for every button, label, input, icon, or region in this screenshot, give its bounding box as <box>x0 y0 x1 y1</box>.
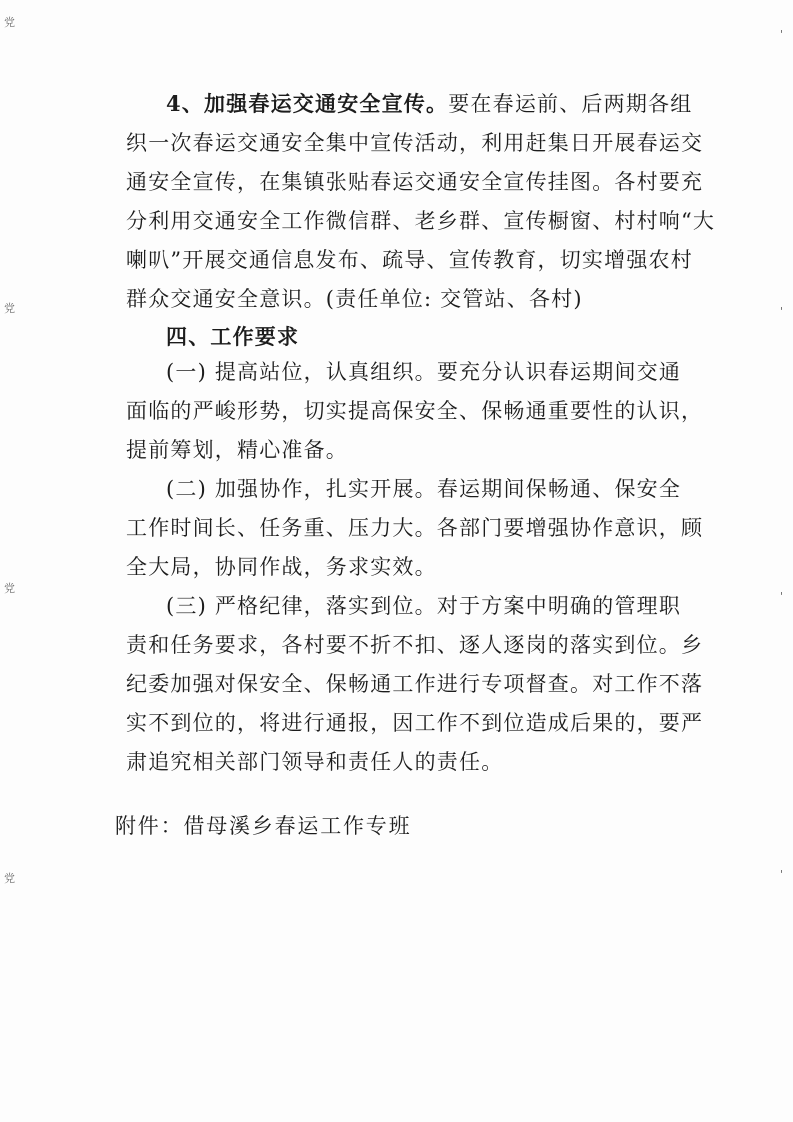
binding-mark: ' <box>780 868 784 881</box>
paragraph-line: 织一次春运交通安全集中宣传活动，利用赶集日开展春运交 <box>126 131 704 155</box>
binding-mark: 党 <box>4 16 15 29</box>
paragraph-line: 纪委加强对保安全、保畅通工作进行专项督查。对工作不落 <box>126 672 704 696</box>
paragraph-line: (三) 严格纪律，落实到位。对于方案中明确的管理职 <box>166 594 682 618</box>
paragraph-line: 分利用交通安全工作微信群、老乡群、宣传橱窗、村村响“大 <box>126 209 716 233</box>
binding-mark: ' <box>780 305 784 318</box>
item-heading: 4、加强春运交通安全宣传。 <box>166 91 449 116</box>
paragraph-line: 责和任务要求，各村要不折不扣、逐人逐岗的落实到位。乡 <box>126 633 704 657</box>
paragraph-line: 工作时间长、任务重、压力大。各部门要增强协作意识，顾 <box>126 516 704 540</box>
paragraph-line: 4、加强春运交通安全宣传。要在春运前、后两期各组 <box>166 91 693 116</box>
binding-mark: 党 <box>4 582 15 595</box>
paragraph-line: 实不到位的，将进行通报，因工作不到位造成后果的，要严 <box>126 711 704 735</box>
paragraph-line: (二) 加强协作，扎实开展。春运期间保畅通、保安全 <box>166 477 682 501</box>
paragraph-line: 提前筹划，精心准备。 <box>126 438 348 462</box>
paragraph-line: 通安全宣传，在集镇张贴春运交通安全宣传挂图。各村要充 <box>126 170 704 194</box>
paragraph-line: 面临的严峻形势，切实提高保安全、保畅通重要性的认识， <box>126 399 704 423</box>
paragraph-line: 群众交通安全意识。(责任单位: 交管站、各村) <box>126 287 583 311</box>
binding-mark: 党 <box>4 302 15 315</box>
binding-mark: ' <box>780 590 784 603</box>
section-heading: 四、工作要求 <box>166 324 300 349</box>
paragraph-line: 全大局，协同作战，务求实效。 <box>126 555 437 579</box>
attachment-line: 附件：借母溪乡春运工作专班 <box>115 814 412 838</box>
binding-mark: 党 <box>4 872 15 885</box>
binding-mark: ' <box>780 28 784 41</box>
paragraph-line: (一) 提高站位，认真组织。要充分认识春运期间交通 <box>166 360 682 384</box>
paragraph-line: 肃追究相关部门领导和责任人的责任。 <box>126 750 504 774</box>
paragraph-line: 喇叭”开展交通信息发布、疏导、宣传教育，切实增强农村 <box>126 248 693 272</box>
